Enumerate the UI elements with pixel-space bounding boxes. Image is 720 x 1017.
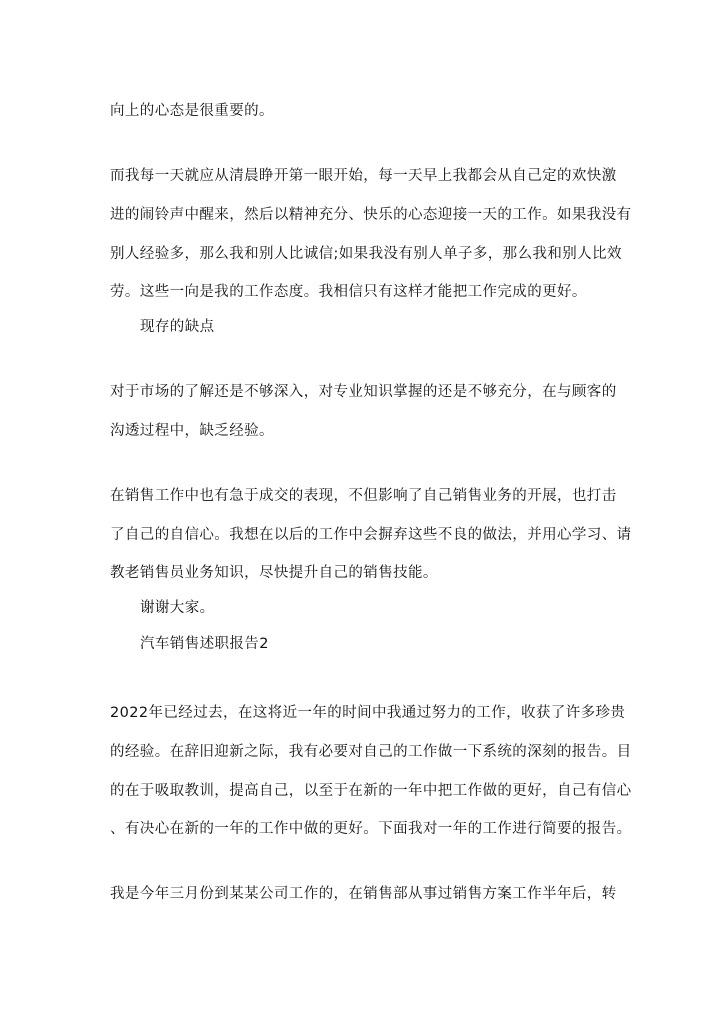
- paragraph-line: 向上的心态是很重要的。: [110, 103, 274, 119]
- paragraph-line: 而我每一天就应从清晨睁开第一眼开始，每一天早上我都会从自己定的欢快激: [110, 168, 617, 184]
- paragraph-line: 进的闹铃声中醒来，然后以精神充分、快乐的心态迎接一天的工作。如果我没有: [110, 207, 632, 223]
- paragraph-line: 了自己的自信心。我想在以后的工作中会摒弃这些不良的做法，并用心学习、请: [110, 527, 632, 543]
- closing-line: 谢谢大家。: [140, 600, 215, 616]
- paragraph-line: 教老销售员业务知识，尽快提升自己的销售技能。: [110, 565, 438, 581]
- section-heading: 现存的缺点: [140, 319, 215, 335]
- paragraph-line: 我是今年三月份到某某公司工作的，在销售部从事过销售方案工作半年后，转: [110, 886, 617, 902]
- paragraph-line: 别人经验多，那么我和别人比诚信;如果我没有别人单子多，那么我和别人比效: [110, 246, 622, 262]
- paragraph-line: 的经验。在辞旧迎新之际，我有必要对自己的工作做一下系统的深刻的报告。目: [110, 744, 632, 760]
- paragraph-line: 、有决心在新的一年的工作中做的更好。下面我对一年的工作进行简要的报告。: [110, 821, 632, 837]
- paragraph-line: 沟透过程中，缺乏经验。: [110, 423, 274, 439]
- paragraph-line: 在销售工作中也有急于成交的表现，不但影响了自己销售业务的开展，也打击: [110, 488, 617, 504]
- paragraph-line: 的在于吸取教训，提高自己，以至于在新的一年中把工作做的更好，自己有信心: [110, 783, 632, 799]
- paragraph-line: 2022年已经过去，在这将近一年的时间中我通过努力的工作，收获了许多珍贵: [110, 705, 626, 721]
- paragraph-line: 对于市场的了解还是不够深入，对专业知识掌握的还是不够充分，在与顾客的: [110, 384, 617, 400]
- report-title: 汽车销售述职报告2: [140, 636, 269, 652]
- paragraph-line: 劳。这些一向是我的工作态度。我相信只有这样才能把工作完成的更好。: [110, 284, 587, 300]
